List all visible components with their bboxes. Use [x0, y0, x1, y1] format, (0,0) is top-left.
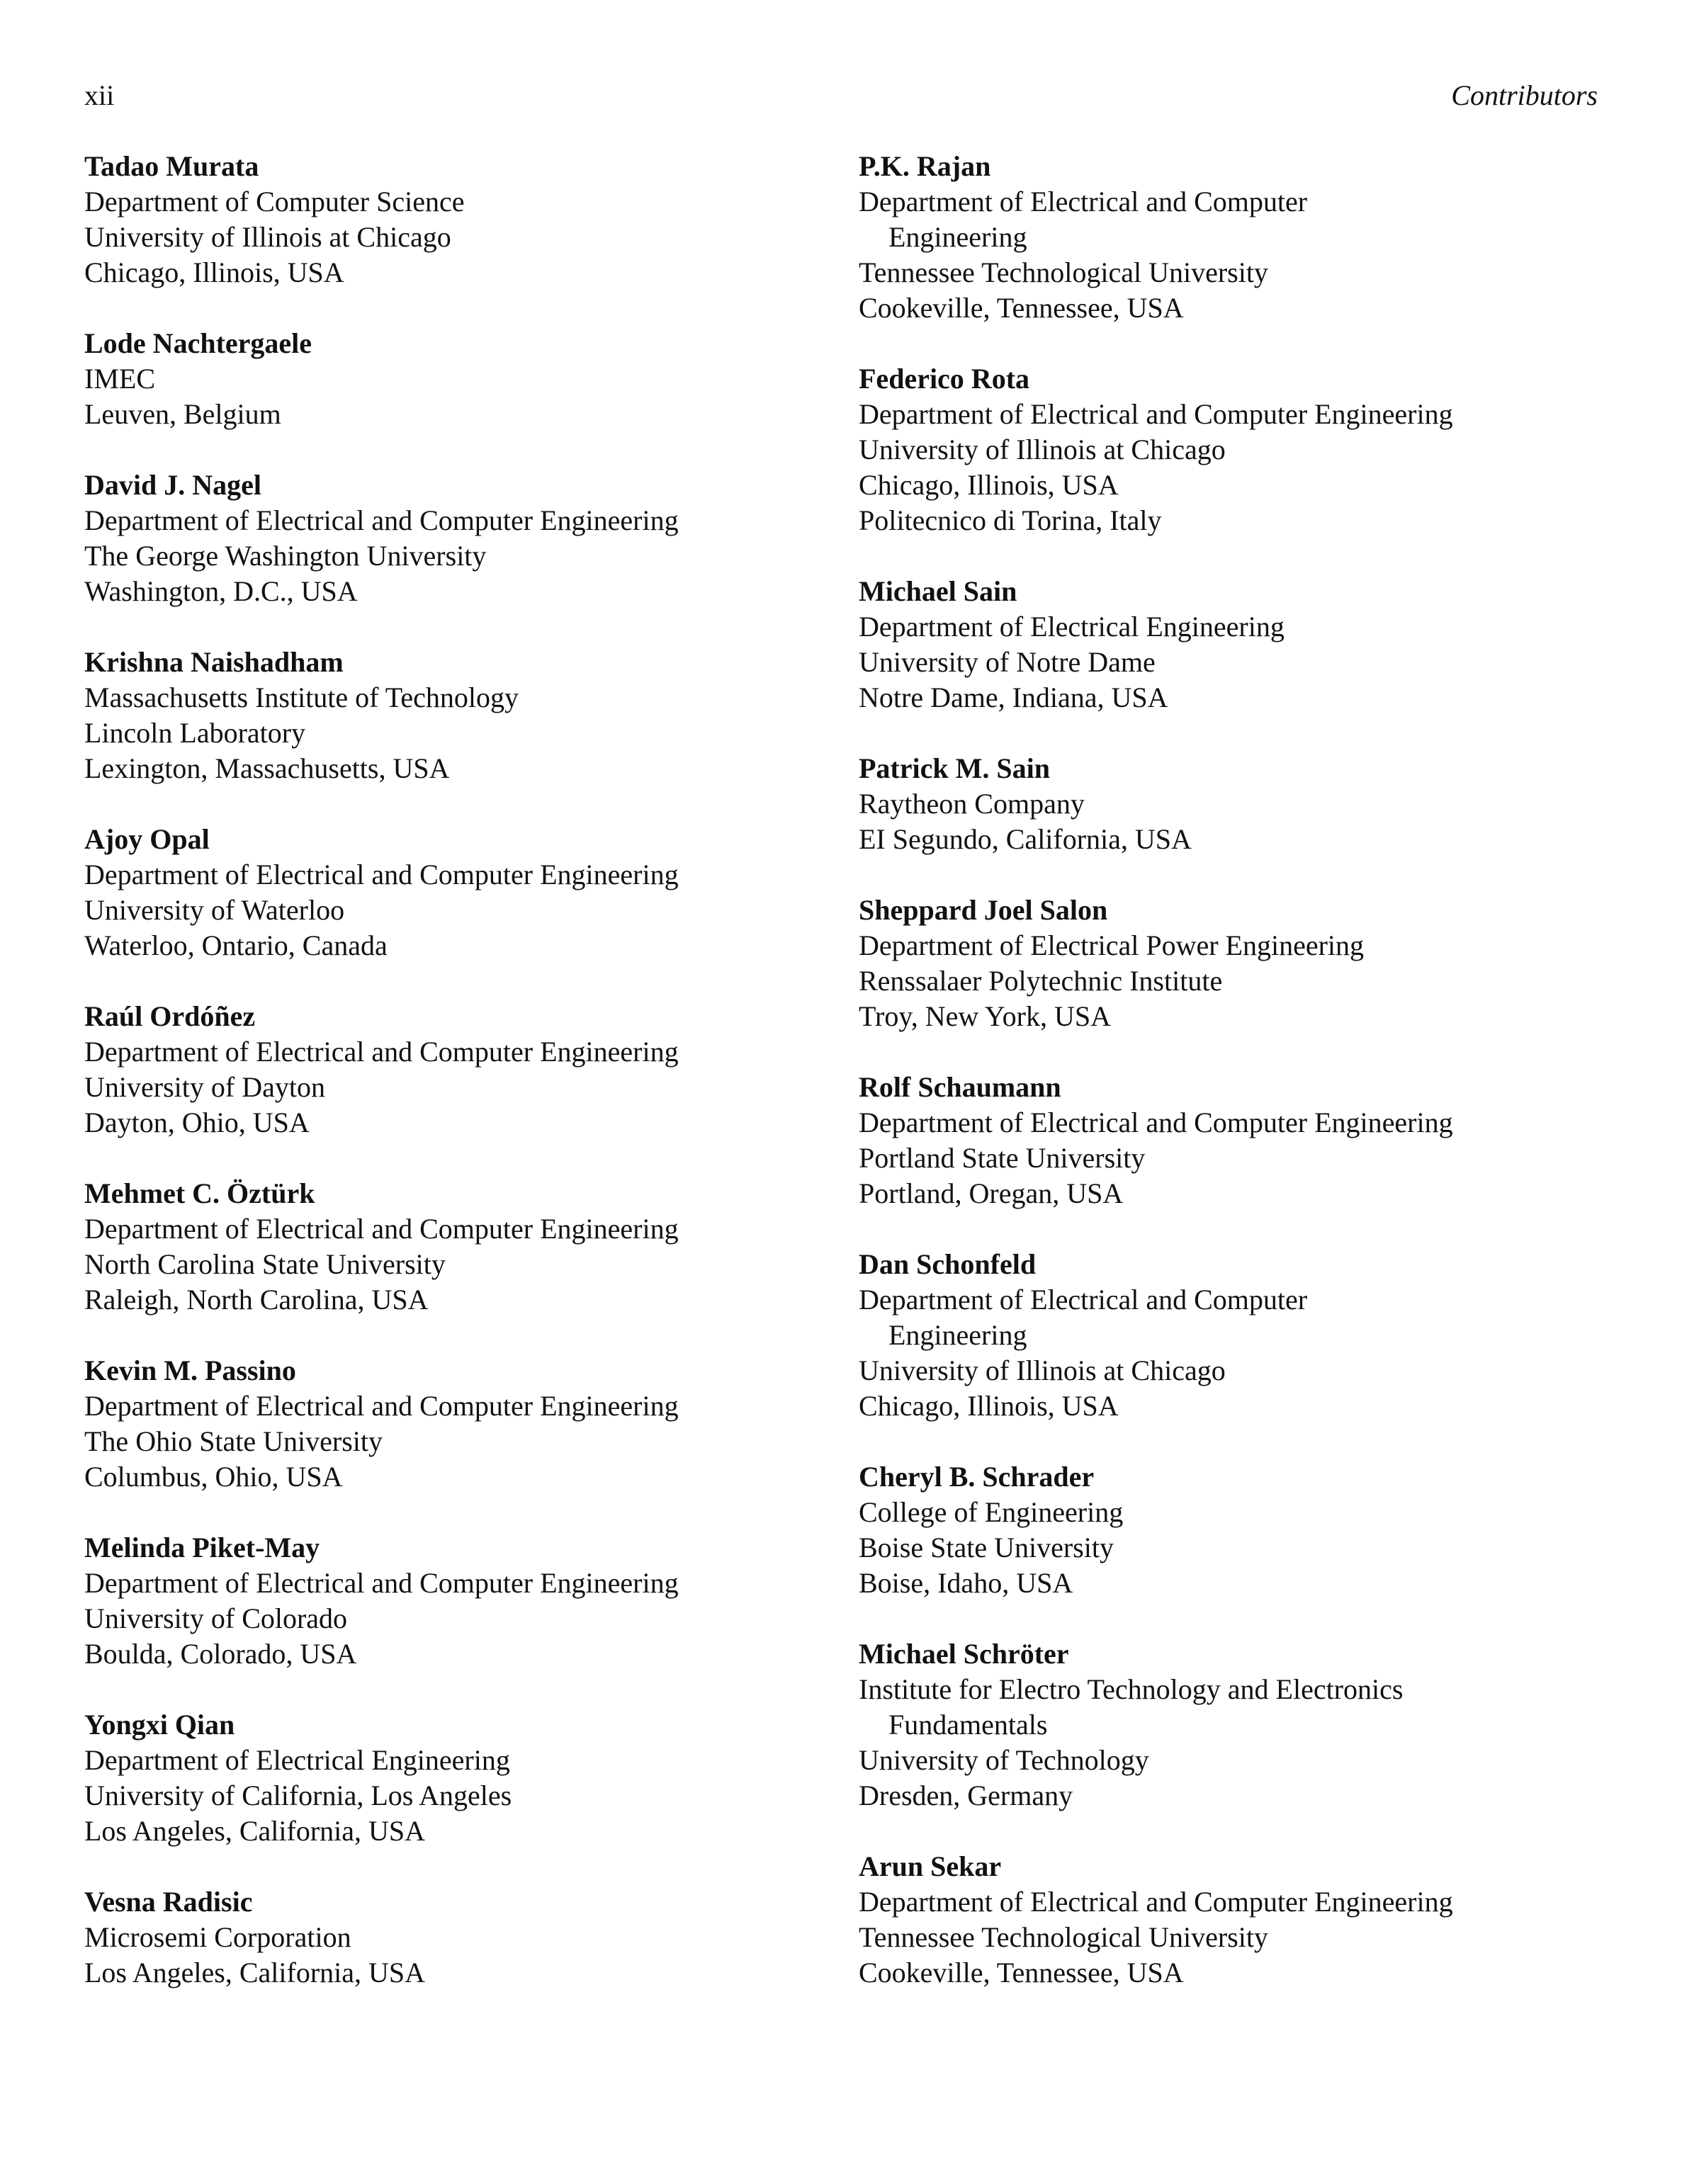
- contributor-entry: [84, 1707, 828, 1849]
- affiliation-line: Leuven, Belgium: [84, 398, 281, 430]
- affiliation-line: Microsemi Corporation: [84, 1921, 351, 1953]
- affiliation-line: Washington, D.C., USA: [84, 575, 358, 607]
- affiliation-line: Boise, Idaho, USA: [859, 1567, 1073, 1599]
- affiliation-line: Department of Electrical Power Engineering: [859, 929, 1365, 961]
- contributor-name: Krishna Naishadham: [84, 646, 344, 678]
- affiliation-line: Lexington, Massachusetts, USA: [84, 752, 450, 784]
- contributor-name: Michael Sain: [859, 575, 1017, 607]
- affiliation-line: Tennessee Technological University: [859, 1921, 1268, 1953]
- affiliation-line: The George Washington University: [84, 540, 487, 572]
- affiliation-line: Department of Electrical Engineering: [859, 611, 1285, 643]
- contributor-entry: [84, 1176, 828, 1318]
- contributor-entry: [84, 645, 828, 786]
- affiliation-line: EI Segundo, California, USA: [859, 823, 1192, 855]
- contributor-name: Cheryl B. Schrader: [859, 1461, 1095, 1493]
- affiliation-line: University of Waterloo: [84, 894, 345, 926]
- contributor-name: Federico Rota: [859, 363, 1030, 395]
- affiliation-line: Politecnico di Torina, Italy: [859, 504, 1162, 536]
- affiliation-line: Cookeville, Tennessee, USA: [859, 1957, 1184, 1988]
- affiliation-line: Los Angeles, California, USA: [84, 1815, 426, 1847]
- contributor-entry: [84, 149, 828, 290]
- contributor-name: Yongxi Qian: [84, 1709, 235, 1741]
- contributor-entry: [859, 361, 1603, 538]
- contributor-entry: [859, 1070, 1603, 1211]
- running-head: Contributors: [1451, 79, 1598, 111]
- affiliation-line: Portland, Oregan, USA: [859, 1177, 1124, 1209]
- contributor-name: Rolf Schaumann: [859, 1071, 1061, 1103]
- contributor-entry: [84, 468, 828, 609]
- affiliation-line: Waterloo, Ontario, Canada: [84, 929, 388, 961]
- contributor-name: Vesna Radisic: [84, 1886, 253, 1918]
- contributor-entry: [859, 574, 1603, 715]
- affiliation-line: Department of Electrical and Computer Engineering: [84, 504, 679, 536]
- affiliation-line: Raleigh, North Carolina, USA: [84, 1284, 429, 1316]
- affiliation-line: University of Notre Dame: [859, 646, 1156, 678]
- affiliation-line: Boulda, Colorado, USA: [84, 1638, 357, 1670]
- contributor-name: Ajoy Opal: [84, 823, 210, 855]
- contributors-left-column: [84, 149, 828, 2026]
- affiliation-line: Fundamentals: [888, 1709, 1048, 1741]
- affiliation-line: Department of Electrical and Computer: [859, 1284, 1308, 1316]
- affiliation-line: Department of Electrical and Computer: [859, 186, 1308, 217]
- affiliation-line: Department of Electrical and Computer Engineering: [84, 1567, 679, 1599]
- contributor-name: Michael Schröter: [859, 1638, 1069, 1670]
- contributor-name: David J. Nagel: [84, 469, 261, 501]
- contributor-name: Patrick M. Sain: [859, 752, 1050, 784]
- affiliation-line: University of Illinois at Chicago: [84, 221, 451, 253]
- affiliation-line: The Ohio State University: [84, 1425, 383, 1457]
- affiliation-line: Department of Electrical and Computer Engineering: [84, 859, 679, 890]
- contributor-name: Dan Schonfeld: [859, 1248, 1037, 1280]
- affiliation-line: Engineering: [888, 1319, 1027, 1351]
- contributor-name: Melinda Piket-May: [84, 1532, 320, 1563]
- affiliation-line: Department of Electrical and Computer Engineering: [84, 1390, 679, 1422]
- affiliation-line: Lincoln Laboratory: [84, 717, 306, 749]
- contributor-entry: [84, 822, 828, 963]
- contributor-name: Sheppard Joel Salon: [859, 894, 1108, 926]
- contributor-name: P.K. Rajan: [859, 150, 991, 182]
- contributor-name: Arun Sekar: [859, 1850, 1002, 1882]
- affiliation-line: Department of Electrical Engineering: [84, 1744, 510, 1776]
- affiliation-line: Renssalaer Polytechnic Institute: [859, 965, 1223, 997]
- affiliation-line: University of Dayton: [84, 1071, 325, 1103]
- affiliation-line: Dresden, Germany: [859, 1780, 1073, 1811]
- contributor-name: Lode Nachtergaele: [84, 327, 312, 359]
- affiliation-line: Cookeville, Tennessee, USA: [859, 292, 1184, 324]
- affiliation-line: Chicago, Illinois, USA: [859, 469, 1119, 501]
- affiliation-line: University of Illinois at Chicago: [859, 1354, 1226, 1386]
- contributor-entry: [84, 1530, 828, 1672]
- affiliation-line: Department of Electrical and Computer Engineering: [859, 1886, 1453, 1918]
- affiliation-line: Los Angeles, California, USA: [84, 1957, 426, 1988]
- contributor-entry: [859, 1247, 1603, 1424]
- contributor-entry: [84, 1884, 828, 1991]
- contributor-name: Kevin M. Passino: [84, 1354, 296, 1386]
- affiliation-line: IMEC: [84, 363, 155, 395]
- contributor-entry: [84, 1353, 828, 1495]
- affiliation-line: Troy, New York, USA: [859, 1000, 1112, 1032]
- affiliation-line: University of Colorado: [84, 1602, 348, 1634]
- affiliation-line: Chicago, Illinois, USA: [859, 1390, 1119, 1422]
- contributors-right-column: [859, 149, 1603, 2026]
- contributor-entry: [859, 1636, 1603, 1814]
- affiliation-line: Department of Electrical and Computer Engineering: [859, 398, 1453, 430]
- contributor-name: Raúl Ordóñez: [84, 1000, 256, 1032]
- contributor-entry: [859, 1849, 1603, 1991]
- affiliation-line: College of Engineering: [859, 1496, 1124, 1528]
- affiliation-line: Notre Dame, Indiana, USA: [859, 681, 1168, 713]
- contributor-entry: [84, 999, 828, 1141]
- affiliation-line: Department of Computer Science: [84, 186, 465, 217]
- affiliation-line: Dayton, Ohio, USA: [84, 1107, 310, 1138]
- contributor-entry: [859, 751, 1603, 857]
- affiliation-line: Institute for Electro Technology and Electronics: [859, 1673, 1404, 1705]
- affiliation-line: University of Illinois at Chicago: [859, 434, 1226, 465]
- affiliation-line: Chicago, Illinois, USA: [84, 256, 344, 288]
- page-number: xii: [84, 79, 115, 111]
- affiliation-line: Department of Electrical and Computer Engineering: [84, 1036, 679, 1068]
- affiliation-line: University of California, Los Angeles: [84, 1780, 512, 1811]
- affiliation-line: University of Technology: [859, 1744, 1149, 1776]
- affiliation-line: Tennessee Technological University: [859, 256, 1268, 288]
- contributor-entry: [859, 149, 1603, 326]
- contributor-name: Tadao Murata: [84, 150, 259, 182]
- affiliation-line: Engineering: [888, 221, 1027, 253]
- affiliation-line: Boise State University: [859, 1532, 1114, 1563]
- contributor-entry: [859, 893, 1603, 1034]
- affiliation-line: Columbus, Ohio, USA: [84, 1461, 343, 1493]
- affiliation-line: Raytheon Company: [859, 788, 1085, 820]
- contributor-entry: [859, 1459, 1603, 1601]
- affiliation-line: Department of Electrical and Computer Engineering: [859, 1107, 1453, 1138]
- contributor-entry: [84, 326, 828, 432]
- affiliation-line: Department of Electrical and Computer Engineering: [84, 1213, 679, 1245]
- affiliation-line: Massachusetts Institute of Technology: [84, 681, 519, 713]
- contributor-name: Mehmet C. Öztürk: [84, 1177, 315, 1209]
- affiliation-line: North Carolina State University: [84, 1248, 446, 1280]
- affiliation-line: Portland State University: [859, 1142, 1146, 1174]
